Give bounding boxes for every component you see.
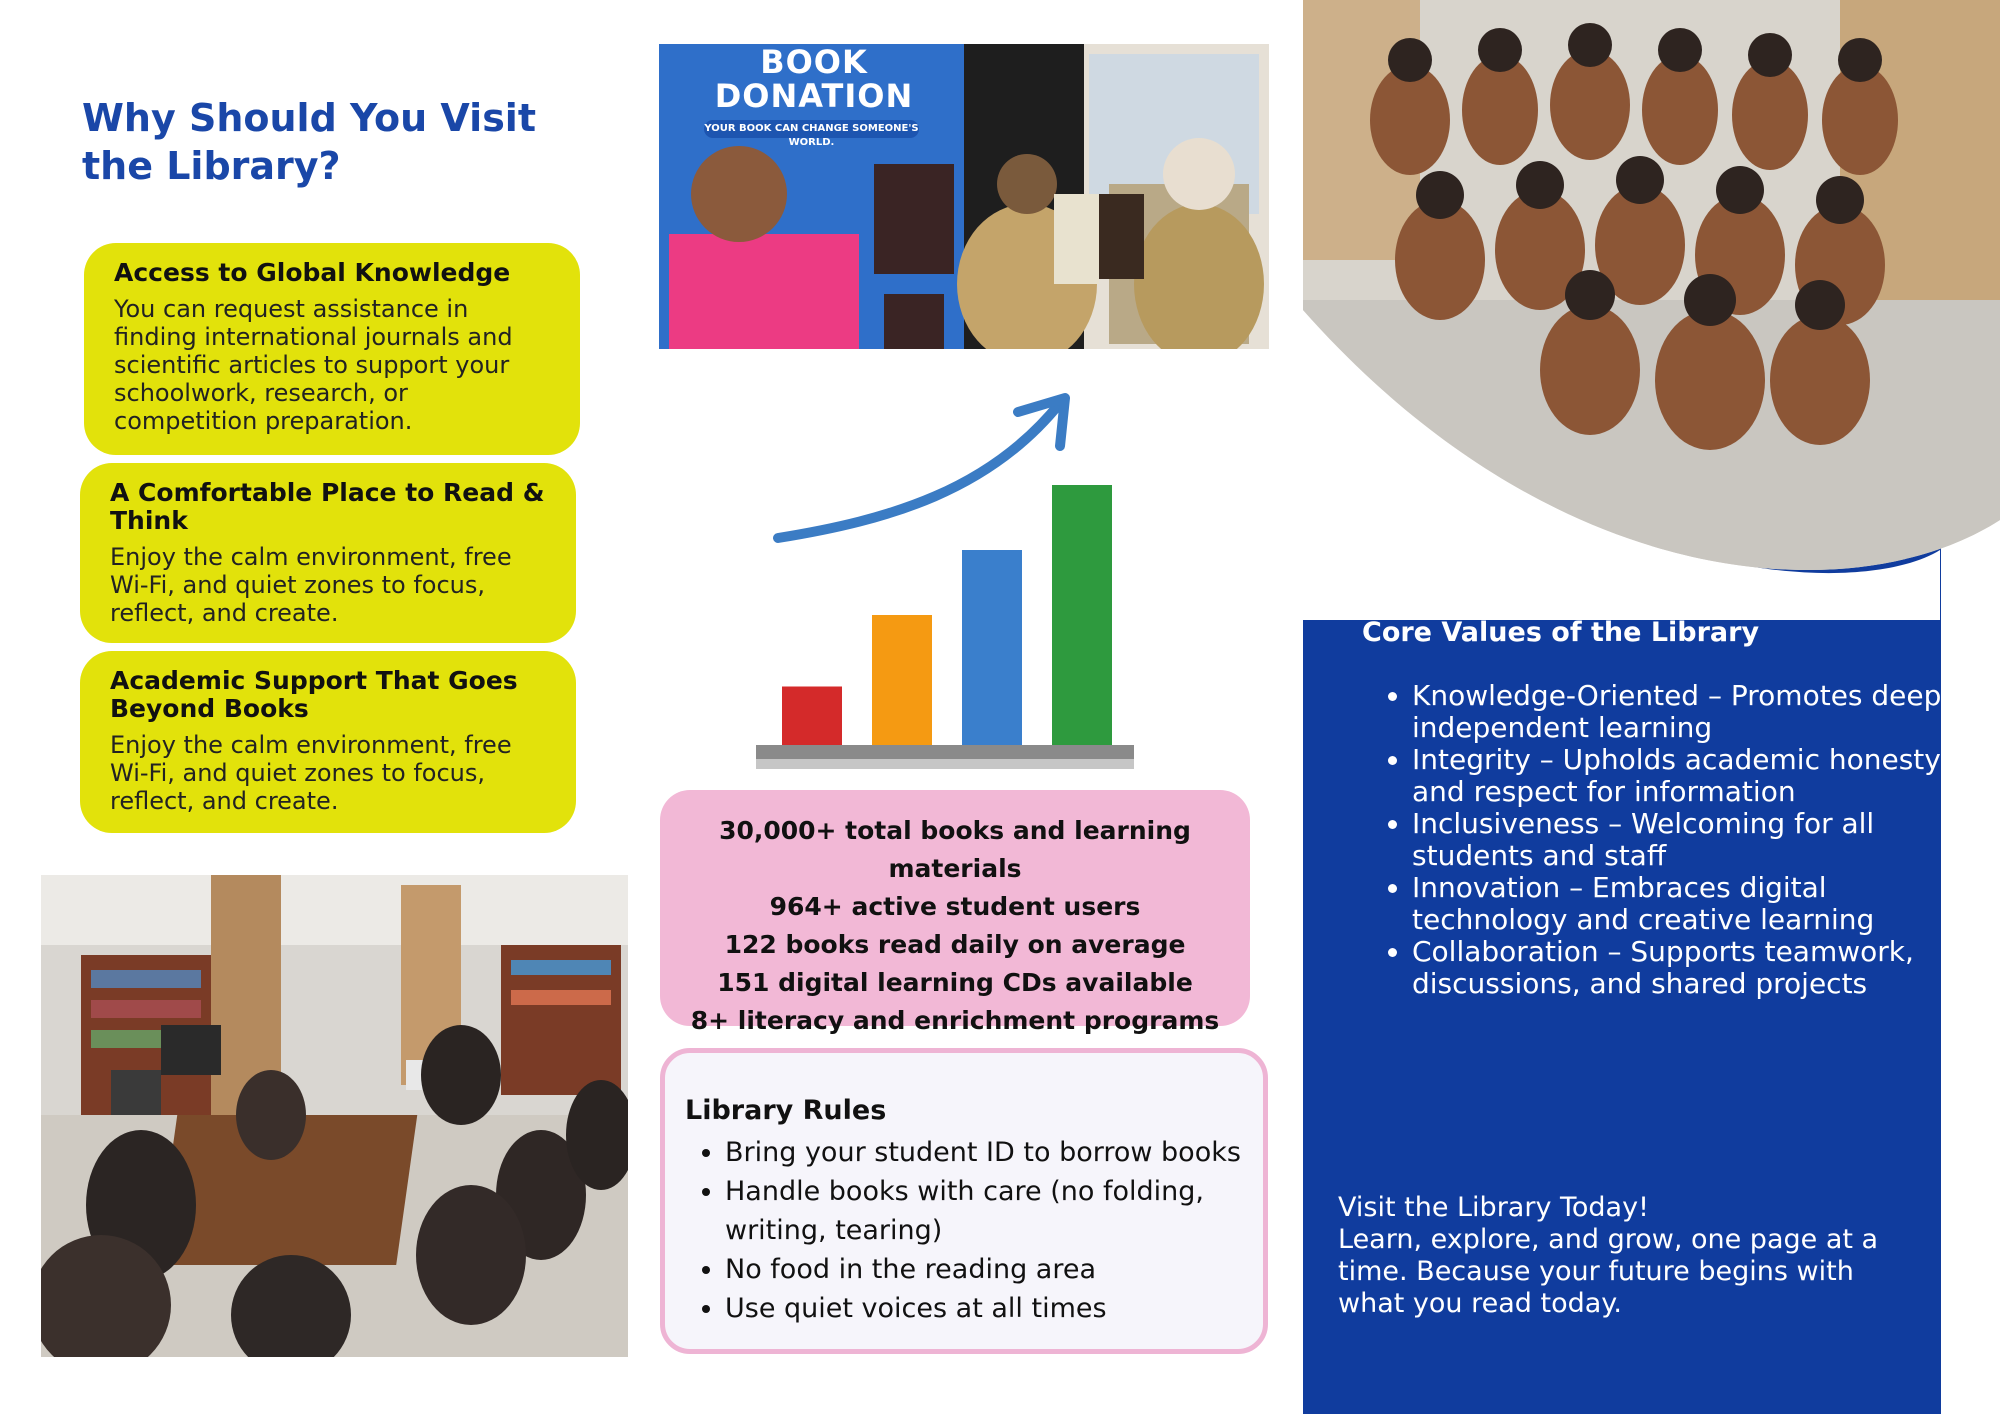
group-photo — [1240, 0, 2000, 620]
rules-list — [685, 1133, 1263, 1328]
upward-arrow-icon — [778, 403, 1060, 538]
growth-graphic — [740, 370, 1140, 780]
core-value-item: • Integrity – Upholds academic honesty and respect for information — [1412, 744, 1952, 808]
growth-bar — [782, 687, 842, 746]
stat-digital-cds: 151 digital learning CDs available — [717, 968, 1193, 997]
rules-title: Library Rules — [685, 1095, 887, 1126]
library-rules-box — [660, 1048, 1268, 1354]
donation-title-line1: BOOK — [760, 44, 868, 81]
card-body: Enjoy the calm environment, free Wi-Fi, and quiet zones to focus, reflect, and create. — [110, 543, 512, 627]
stat-total-books: 30,000+ total books and learning materials — [719, 816, 1191, 883]
stat-active-users: 964+ active student users — [769, 892, 1141, 921]
card-global-knowledge — [84, 243, 580, 455]
library-stats-box — [660, 790, 1250, 1035]
core-values-title: Core Values of the Library — [1362, 617, 1760, 648]
donation-tagline: YOUR BOOK CAN CHANGE SOMEONE'S WORLD. — [704, 123, 919, 148]
core-value-item: • Inclusiveness – Welcoming for all students and staff — [1412, 808, 1952, 872]
card-heading: A Comfortable Place to Read & Think — [110, 478, 545, 535]
visit-message — [1338, 1192, 1898, 1320]
card-academic-support — [80, 651, 576, 833]
core-value-item: • Collaboration – Supports teamwork, discussions, and shared projects — [1412, 936, 1952, 1000]
stat-books-daily: 122 books read daily on average — [724, 930, 1186, 959]
visit-body: Learn, explore, and grow, one page at a time. Because your future begins with what you read today. — [1338, 1224, 1879, 1319]
core-values-list — [1362, 680, 1952, 1000]
growth-baseline — [756, 745, 1134, 759]
card-heading: Academic Support That Goes Beyond Books — [110, 666, 518, 723]
growth-bar — [1052, 485, 1112, 745]
card-body: You can request assistance in finding international journals and scientific articles to support your schoolwork, research, or competition preparation. — [114, 295, 513, 435]
growth-baseline-shadow — [756, 759, 1134, 769]
rule-item: • Handle books with care (no folding, writing, tearing) — [725, 1172, 1263, 1250]
core-value-item: • Innovation – Embraces digital technology and creative learning — [1412, 872, 1952, 936]
rule-item: • Bring your student ID to borrow books — [725, 1133, 1263, 1172]
card-comfortable-place — [80, 463, 576, 643]
growth-chart-svg — [740, 370, 1140, 780]
card-body: Enjoy the calm environment, free Wi-Fi, and quiet zones to focus, reflect, and create. — [110, 731, 512, 815]
page-title: Why Should You Visit the Library? — [82, 96, 536, 188]
stat-literacy-programs: 8+ literacy and enrichment programs — [690, 1006, 1220, 1035]
card-heading: Access to Global Knowledge — [114, 258, 511, 287]
growth-bar — [872, 615, 932, 745]
growth-bar — [962, 550, 1022, 745]
core-value-item: • Knowledge-Oriented – Promotes deep, independent learning — [1412, 680, 1952, 744]
donation-title-line2: DONATION — [714, 77, 914, 115]
reading-room-photo — [41, 875, 628, 1357]
book-donation-banner — [659, 44, 1269, 349]
visit-heading: Visit the Library Today! — [1338, 1192, 1649, 1223]
rule-item: • Use quiet voices at all times — [725, 1289, 1263, 1328]
rule-item: • No food in the reading area — [725, 1250, 1263, 1289]
